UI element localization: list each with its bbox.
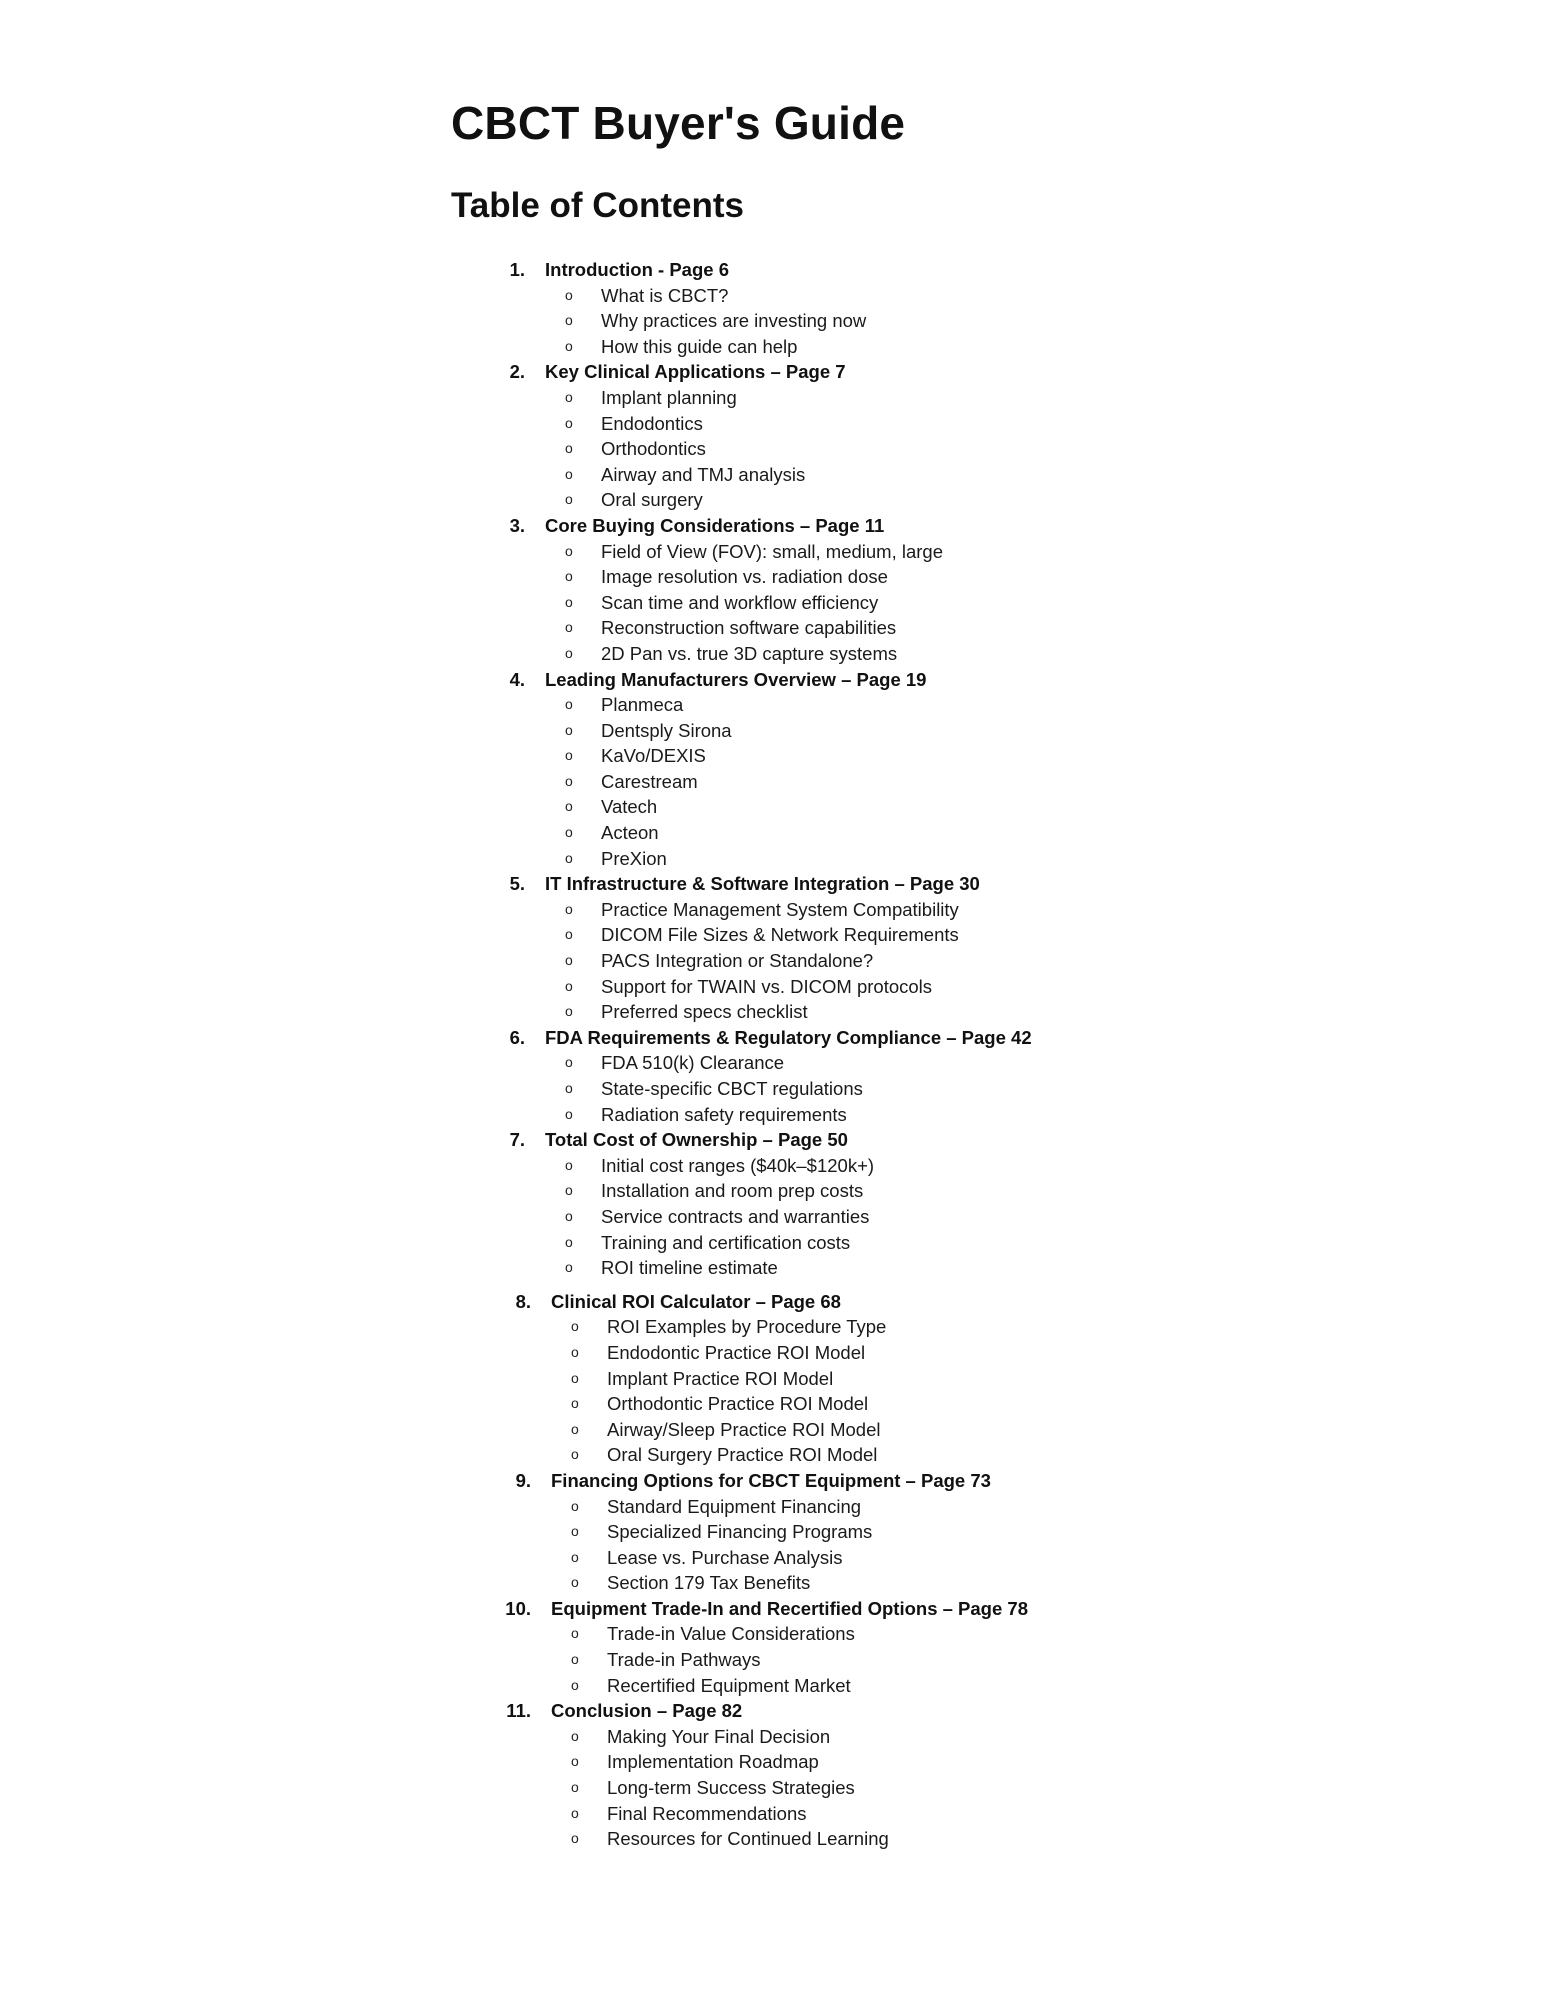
subitem-label: ROI Examples by Procedure Type: [607, 1316, 887, 1338]
toc-subitem[interactable]: [0, 564, 1545, 590]
circle-bullet-icon: o: [565, 1233, 573, 1250]
subitem-label: Acteon: [601, 822, 659, 844]
toc-subitem[interactable]: [0, 948, 1545, 974]
toc-subitem[interactable]: [0, 615, 1545, 641]
toc-section-heading[interactable]: [0, 1025, 1545, 1051]
subitem-label: Trade-in Pathways: [607, 1649, 761, 1671]
section-title: IT Infrastructure & Software Integration – Page 30: [545, 873, 980, 895]
toc-subitem[interactable]: [0, 1545, 1545, 1571]
circle-bullet-icon: o: [571, 1318, 579, 1335]
circle-bullet-icon: o: [565, 1182, 573, 1199]
subitem-label: Lease vs. Purchase Analysis: [607, 1546, 843, 1568]
section-number: 10.: [505, 1597, 531, 1619]
section-title: Introduction - Page 6: [545, 259, 729, 280]
section-number: 1.: [509, 259, 525, 280]
circle-bullet-icon: o: [565, 337, 573, 354]
section-title: Total Cost of Ownership – Page 50: [545, 1129, 848, 1151]
subitem-label: Support for TWAIN vs. DICOM protocols: [601, 975, 933, 997]
section-number: 11.: [506, 1700, 531, 1722]
subitem-label: Image resolution vs. radiation dose: [601, 566, 888, 588]
circle-bullet-icon: o: [565, 593, 573, 610]
toc-section: [0, 871, 1545, 1025]
circle-bullet-icon: o: [565, 414, 573, 431]
circle-bullet-icon: o: [565, 721, 573, 738]
toc-subitem[interactable]: [0, 1153, 1545, 1179]
subitem-label: Scan time and workflow efficiency: [601, 591, 879, 613]
circle-bullet-icon: o: [565, 772, 573, 789]
toc-subitem[interactable]: [0, 1102, 1545, 1128]
subitem-label: Training and certification costs: [601, 1231, 851, 1253]
subitem-label: Vatech: [601, 796, 658, 818]
subitem-label: Trade-in Value Considerations: [607, 1623, 855, 1645]
toc-section: [0, 513, 1545, 667]
circle-bullet-icon: o: [565, 977, 573, 994]
circle-bullet-icon: o: [565, 542, 573, 559]
subitem-label: DICOM File Sizes & Network Requirements: [601, 924, 959, 946]
circle-bullet-icon: o: [571, 1395, 579, 1412]
subitem-label: Airway and TMJ analysis: [601, 463, 806, 485]
subitem-label: Installation and room prep costs: [601, 1180, 864, 1202]
subitem-label: Endodontics: [601, 412, 703, 434]
circle-bullet-icon: o: [565, 926, 573, 943]
circle-bullet-icon: o: [565, 1054, 573, 1071]
circle-bullet-icon: o: [571, 1343, 579, 1360]
toc-subitem[interactable]: [0, 1621, 1545, 1647]
toc-group: [0, 257, 1545, 1281]
subitem-label: Carestream: [601, 770, 698, 792]
subitem-label: FDA 510(k) Clearance: [601, 1052, 785, 1074]
toc-section-heading[interactable]: [0, 667, 1545, 693]
toc-heading: Table of Contents: [451, 186, 744, 225]
section-number: 6.: [509, 1026, 525, 1048]
circle-bullet-icon: o: [565, 619, 573, 636]
toc-subitem[interactable]: [0, 1570, 1545, 1596]
section-number: 3.: [509, 514, 525, 536]
circle-bullet-icon: o: [565, 696, 573, 713]
subitem-label: Orthodontics: [601, 438, 706, 460]
subitem-label: How this guide can help: [601, 335, 798, 357]
toc-subitem[interactable]: [0, 1314, 1545, 1340]
toc-subitem[interactable]: [0, 1826, 1545, 1852]
toc-section-heading[interactable]: [0, 1468, 1545, 1494]
subitem-label: Long-term Success Strategies: [607, 1777, 855, 1799]
toc-section: [0, 1025, 1545, 1127]
toc-section-heading[interactable]: [0, 871, 1545, 897]
toc-subitem[interactable]: [0, 1076, 1545, 1102]
circle-bullet-icon: o: [565, 1105, 573, 1122]
circle-bullet-icon: o: [571, 1497, 579, 1514]
subitem-label: Implementation Roadmap: [607, 1751, 819, 1773]
section-title: Clinical ROI Calculator – Page 68: [551, 1290, 841, 1312]
circle-bullet-icon: o: [571, 1830, 579, 1847]
circle-bullet-icon: o: [565, 644, 573, 661]
toc-subitem[interactable]: [0, 922, 1545, 948]
circle-bullet-icon: o: [571, 1625, 579, 1642]
subitem-label: Field of View (FOV): small, medium, large: [601, 540, 944, 562]
section-title: Conclusion – Page 82: [551, 1700, 743, 1722]
toc-subitem[interactable]: [0, 411, 1545, 437]
circle-bullet-icon: o: [571, 1574, 579, 1591]
toc-section: [0, 359, 1545, 513]
toc-section-heading[interactable]: [0, 513, 1545, 539]
toc-subitem[interactable]: [0, 1391, 1545, 1417]
toc-subitem[interactable]: [0, 539, 1545, 565]
subitem-label: Preferred specs checklist: [601, 1001, 808, 1023]
toc-subitem[interactable]: [0, 590, 1545, 616]
section-number: 4.: [509, 668, 525, 690]
subitem-label: PreXion: [601, 847, 667, 869]
toc-subitem[interactable]: [0, 308, 1545, 334]
section-title: Financing Options for CBCT Equipment – Page 73: [551, 1469, 991, 1491]
subitem-label: Recertified Equipment Market: [607, 1674, 851, 1696]
subitem-label: Initial cost ranges ($40k–$120k+): [601, 1154, 875, 1176]
section-number: 8.: [515, 1290, 531, 1312]
toc-subitem[interactable]: [0, 1749, 1545, 1775]
circle-bullet-icon: o: [565, 824, 573, 841]
subitem-label: Orthodontic Practice ROI Model: [607, 1393, 869, 1415]
subitem-label: Radiation safety requirements: [601, 1103, 847, 1125]
subitem-label: Reconstruction software capabilities: [601, 617, 897, 639]
toc-subitem[interactable]: [0, 1050, 1545, 1076]
toc-section-heading[interactable]: [0, 257, 1545, 283]
toc-subitem[interactable]: [0, 1417, 1545, 1443]
toc-section: [0, 1468, 1545, 1596]
section-number: 2.: [509, 361, 525, 383]
section-number: 9.: [515, 1469, 531, 1491]
circle-bullet-icon: o: [565, 900, 573, 917]
toc-subitem[interactable]: [0, 462, 1545, 488]
toc-subitem[interactable]: [0, 385, 1545, 411]
toc-section: [0, 257, 1545, 359]
toc-subitem[interactable]: [0, 718, 1545, 744]
toc-section: [0, 1698, 1545, 1852]
section-title: FDA Requirements & Regulatory Compliance – Page 42: [545, 1026, 1032, 1048]
circle-bullet-icon: o: [565, 465, 573, 482]
toc-subitem[interactable]: [0, 999, 1545, 1025]
toc-section-heading[interactable]: [0, 1127, 1545, 1153]
subitem-label: Planmeca: [601, 694, 684, 716]
circle-bullet-icon: o: [571, 1446, 579, 1463]
section-number: 5.: [509, 873, 525, 895]
toc-section: [0, 1596, 1545, 1698]
toc-group: [0, 1289, 1545, 1852]
section-number: 7.: [509, 1129, 525, 1151]
section-title: Key Clinical Applications – Page 7: [545, 361, 846, 383]
circle-bullet-icon: o: [565, 491, 573, 508]
subitem-label: 2D Pan vs. true 3D capture systems: [601, 642, 898, 664]
subitem-label: What is CBCT?: [601, 284, 729, 306]
subitem-label: Specialized Financing Programs: [607, 1521, 873, 1543]
subitem-label: Resources for Continued Learning: [607, 1828, 889, 1850]
table-of-contents: [0, 257, 1545, 1852]
toc-subitem[interactable]: [0, 1494, 1545, 1520]
toc-section-heading[interactable]: [0, 1596, 1545, 1622]
circle-bullet-icon: o: [571, 1804, 579, 1821]
circle-bullet-icon: o: [571, 1651, 579, 1668]
circle-bullet-icon: o: [565, 1003, 573, 1020]
circle-bullet-icon: o: [571, 1753, 579, 1770]
toc-subitem[interactable]: [0, 487, 1545, 513]
toc-subitem[interactable]: [0, 897, 1545, 923]
toc-subitem[interactable]: [0, 641, 1545, 667]
toc-section: [0, 1127, 1545, 1281]
subitem-label: KaVo/DEXIS: [601, 745, 706, 767]
circle-bullet-icon: o: [565, 1207, 573, 1224]
subitem-label: Dentsply Sirona: [601, 719, 732, 741]
circle-bullet-icon: o: [571, 1779, 579, 1796]
section-title: Core Buying Considerations – Page 11: [545, 514, 885, 536]
toc-section: [0, 1289, 1545, 1468]
circle-bullet-icon: o: [565, 1156, 573, 1173]
toc-section-heading[interactable]: [0, 1698, 1545, 1724]
subitem-label: Practice Management System Compatibility: [601, 898, 959, 920]
circle-bullet-icon: o: [571, 1523, 579, 1540]
subitem-label: Implant planning: [601, 386, 737, 408]
toc-subitem[interactable]: [0, 1775, 1545, 1801]
circle-bullet-icon: o: [565, 1080, 573, 1096]
toc-subitem[interactable]: [0, 1230, 1545, 1256]
toc-subitem[interactable]: [0, 1647, 1545, 1673]
circle-bullet-icon: o: [571, 1420, 579, 1437]
subitem-label: Making Your Final Decision: [607, 1725, 831, 1747]
circle-bullet-icon: o: [571, 1727, 579, 1744]
toc-subitem[interactable]: [0, 1204, 1545, 1230]
toc-subitem[interactable]: [0, 1801, 1545, 1827]
toc-subitem[interactable]: [0, 1724, 1545, 1750]
subitem-label: Why practices are investing now: [601, 310, 867, 332]
toc-subitem[interactable]: [0, 1519, 1545, 1545]
toc-subitem[interactable]: [0, 283, 1545, 309]
toc-subitem[interactable]: [0, 743, 1545, 769]
subitem-label: Endodontic Practice ROI Model: [607, 1341, 866, 1363]
subitem-label: Implant Practice ROI Model: [607, 1367, 834, 1389]
toc-section: [0, 667, 1545, 872]
circle-bullet-icon: o: [565, 568, 573, 585]
toc-section-heading[interactable]: [0, 1289, 1545, 1315]
toc-subitem[interactable]: [0, 334, 1545, 360]
toc-subitem[interactable]: [0, 820, 1545, 846]
circle-bullet-icon: o: [565, 388, 573, 405]
subitem-label: Oral surgery: [601, 489, 703, 511]
toc-subitem[interactable]: [0, 436, 1545, 462]
document-title: CBCT Buyer's Guide: [451, 97, 906, 149]
toc-subitem[interactable]: [0, 1673, 1545, 1699]
toc-subitem[interactable]: [0, 769, 1545, 795]
circle-bullet-icon: o: [565, 849, 573, 866]
subitem-label: Airway/Sleep Practice ROI Model: [607, 1418, 881, 1440]
subitem-label: Standard Equipment Financing: [607, 1495, 862, 1517]
subitem-label: State-specific CBCT regulations: [601, 1078, 863, 1099]
section-title: Equipment Trade-In and Recertified Options – Page 78: [551, 1597, 1028, 1619]
toc-subitem[interactable]: [0, 1255, 1545, 1281]
toc-subitem[interactable]: [0, 1366, 1545, 1392]
circle-bullet-icon: o: [565, 798, 573, 815]
circle-bullet-icon: o: [565, 747, 573, 764]
toc-subitem[interactable]: [0, 692, 1545, 718]
circle-bullet-icon: o: [565, 312, 573, 329]
circle-bullet-icon: o: [565, 440, 573, 457]
subitem-label: ROI timeline estimate: [601, 1257, 778, 1279]
toc-section-heading[interactable]: [0, 359, 1545, 385]
subitem-label: Final Recommendations: [607, 1802, 807, 1824]
toc-subitem[interactable]: [0, 846, 1545, 872]
subitem-label: Oral Surgery Practice ROI Model: [607, 1444, 878, 1466]
circle-bullet-icon: o: [571, 1548, 579, 1565]
circle-bullet-icon: o: [571, 1369, 579, 1386]
section-title: Leading Manufacturers Overview – Page 19: [545, 668, 927, 690]
toc-subitem[interactable]: [0, 1340, 1545, 1366]
subitem-label: PACS Integration or Standalone?: [601, 950, 874, 972]
toc-subitem[interactable]: [0, 1178, 1545, 1204]
circle-bullet-icon: o: [565, 286, 573, 303]
circle-bullet-icon: o: [571, 1676, 579, 1693]
toc-subitem[interactable]: [0, 974, 1545, 1000]
circle-bullet-icon: o: [565, 1259, 573, 1276]
subitem-label: Section 179 Tax Benefits: [607, 1572, 811, 1594]
toc-subitem[interactable]: [0, 1442, 1545, 1468]
toc-subitem[interactable]: [0, 794, 1545, 820]
subitem-label: Service contracts and warranties: [601, 1205, 870, 1227]
circle-bullet-icon: o: [565, 952, 573, 969]
